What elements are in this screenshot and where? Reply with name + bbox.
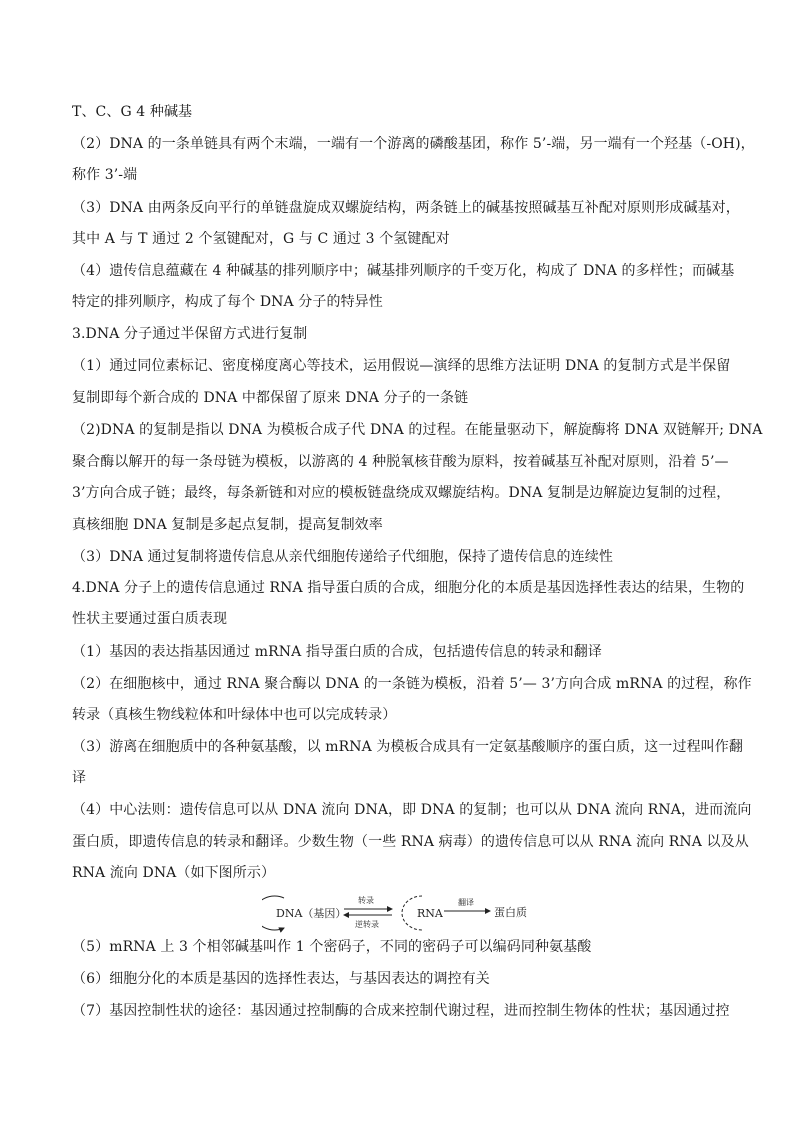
text-line: （2）在细胞核中，通过 RNA 聚合酶以 DNA 的一条链为模板，沿着 5’— 3’方向合成 mRNA 的过程，称作 [72,676,752,692]
text-line: 其中 A 与 T 通过 2 个氢键配对，G 与 C 通过 3 个氢键配对 [72,231,450,247]
protein-node-label: 蛋白质 [494,906,527,919]
text-line: （1）基因的表达指基因通过 mRNA 指导蛋白质的合成，包括遗传信息的转录和翻译 [72,644,602,660]
text-line: （5）mRNA 上 3 个相邻碱基叫作 1 个密码子，不同的密码子可以编码同种氨基酸 [72,939,592,955]
text-line: （7）基因控制性状的途径：基因通过控制酶的合成来控制代谢过程，进而控制生物体的性状；基因通过控 [72,1003,730,1019]
text-line: 聚合酶以解开的每一条母链为模板，以游离的 4 种脱氧核苷酸为原料，按着碱基互补配对原则，沿着 5’— [72,454,729,470]
text-line: 性状主要通过蛋白质表现 [72,611,228,627]
text-line: 3’方向合成子链；最终，每条新链和对应的模板链盘绕成双螺旋结构。DNA 复制是边解旋边复制的过程， [72,485,731,501]
text-line: （1）通过同位素标记、密度梯度离心等技术，运用假说—演绎的思维方法证明 DNA 的复制方式是半保留 [72,358,731,374]
rna-node-label: RNA [417,907,443,920]
text-line: RNA 流向 DNA（如下图所示） [72,865,276,881]
text-line: 译 [72,770,87,786]
text-line: 真核细胞 DNA 复制是多起点复制，提高复制效率 [72,517,383,533]
text-line: 转录（真核生物线粒体和叶绿体中也可以完成转录） [72,707,397,723]
text-line: 复制即每个新合成的 DNA 中都保留了原来 DNA 分子的一条链 [72,390,469,406]
text-line: （3）游离在细胞质中的各种氨基酸，以 mRNA 为模板合成具有一定氨基酸顺序的蛋白质，这一过程叫作翻 [72,739,743,755]
text-line: （3）DNA 通过复制将遗传信息从亲代细胞传递给子代细胞，保持了遗传信息的连续性 [72,549,613,565]
text-line: （4）中心法则：遗传信息可以从 DNA 流向 DNA，即 DNA 的复制；也可以从 DNA 流向 RNA，进而流向 [72,802,752,818]
dna-node-label: DNA（基因） [276,907,347,920]
central-dogma-diagram [262,890,552,936]
text-line: （2)DNA 的复制是指以 DNA 为模板合成子代 DNA 的过程。在能量驱动下，解旋酶将 DNA 双链解开; DNA [72,422,763,438]
text-line: （2）DNA 的一条单链具有两个末端，一端有一个游离的磷酸基团，称作 5’-端，另一端有一个羟基（-OH)， [72,136,755,152]
text-line: （6）细胞分化的本质是基因的选择性表达，与基因表达的调控有关 [72,971,490,987]
text-line: 称作 3’-端 [72,167,138,183]
text-line: 特定的排列顺序，构成了每个 DNA 分子的特异性 [72,294,383,310]
reverse-transcription-label: 逆转录 [355,920,379,929]
text-line: （3）DNA 由两条反向平行的单链盘旋成双螺旋结构，两条链上的碱基按照碱基互补配对原则形成碱基对， [72,200,740,216]
text-line: 蛋白质，即遗传信息的转录和翻译。少数生物（一些 RNA 病毒）的遗传信息可以从 RNA 流向 RNA 以及从 [72,834,749,850]
section-heading: 3.DNA 分子通过半保留方式进行复制 [72,326,308,342]
text-line: T、C、G 4 种碱基 [72,104,193,120]
transcription-label: 转录 [358,896,374,905]
section-heading: 4.DNA 分子上的遗传信息通过 RNA 指导蛋白质的合成，细胞分化的本质是基因选择性表达的结果，生物的 [72,580,745,596]
translation-label: 翻译 [458,898,474,907]
text-line: （4）遗传信息蕴藏在 4 种碱基的排列顺序中；碱基排列顺序的千变万化，构成了 DNA 的多样性；而碱基 [72,263,735,279]
